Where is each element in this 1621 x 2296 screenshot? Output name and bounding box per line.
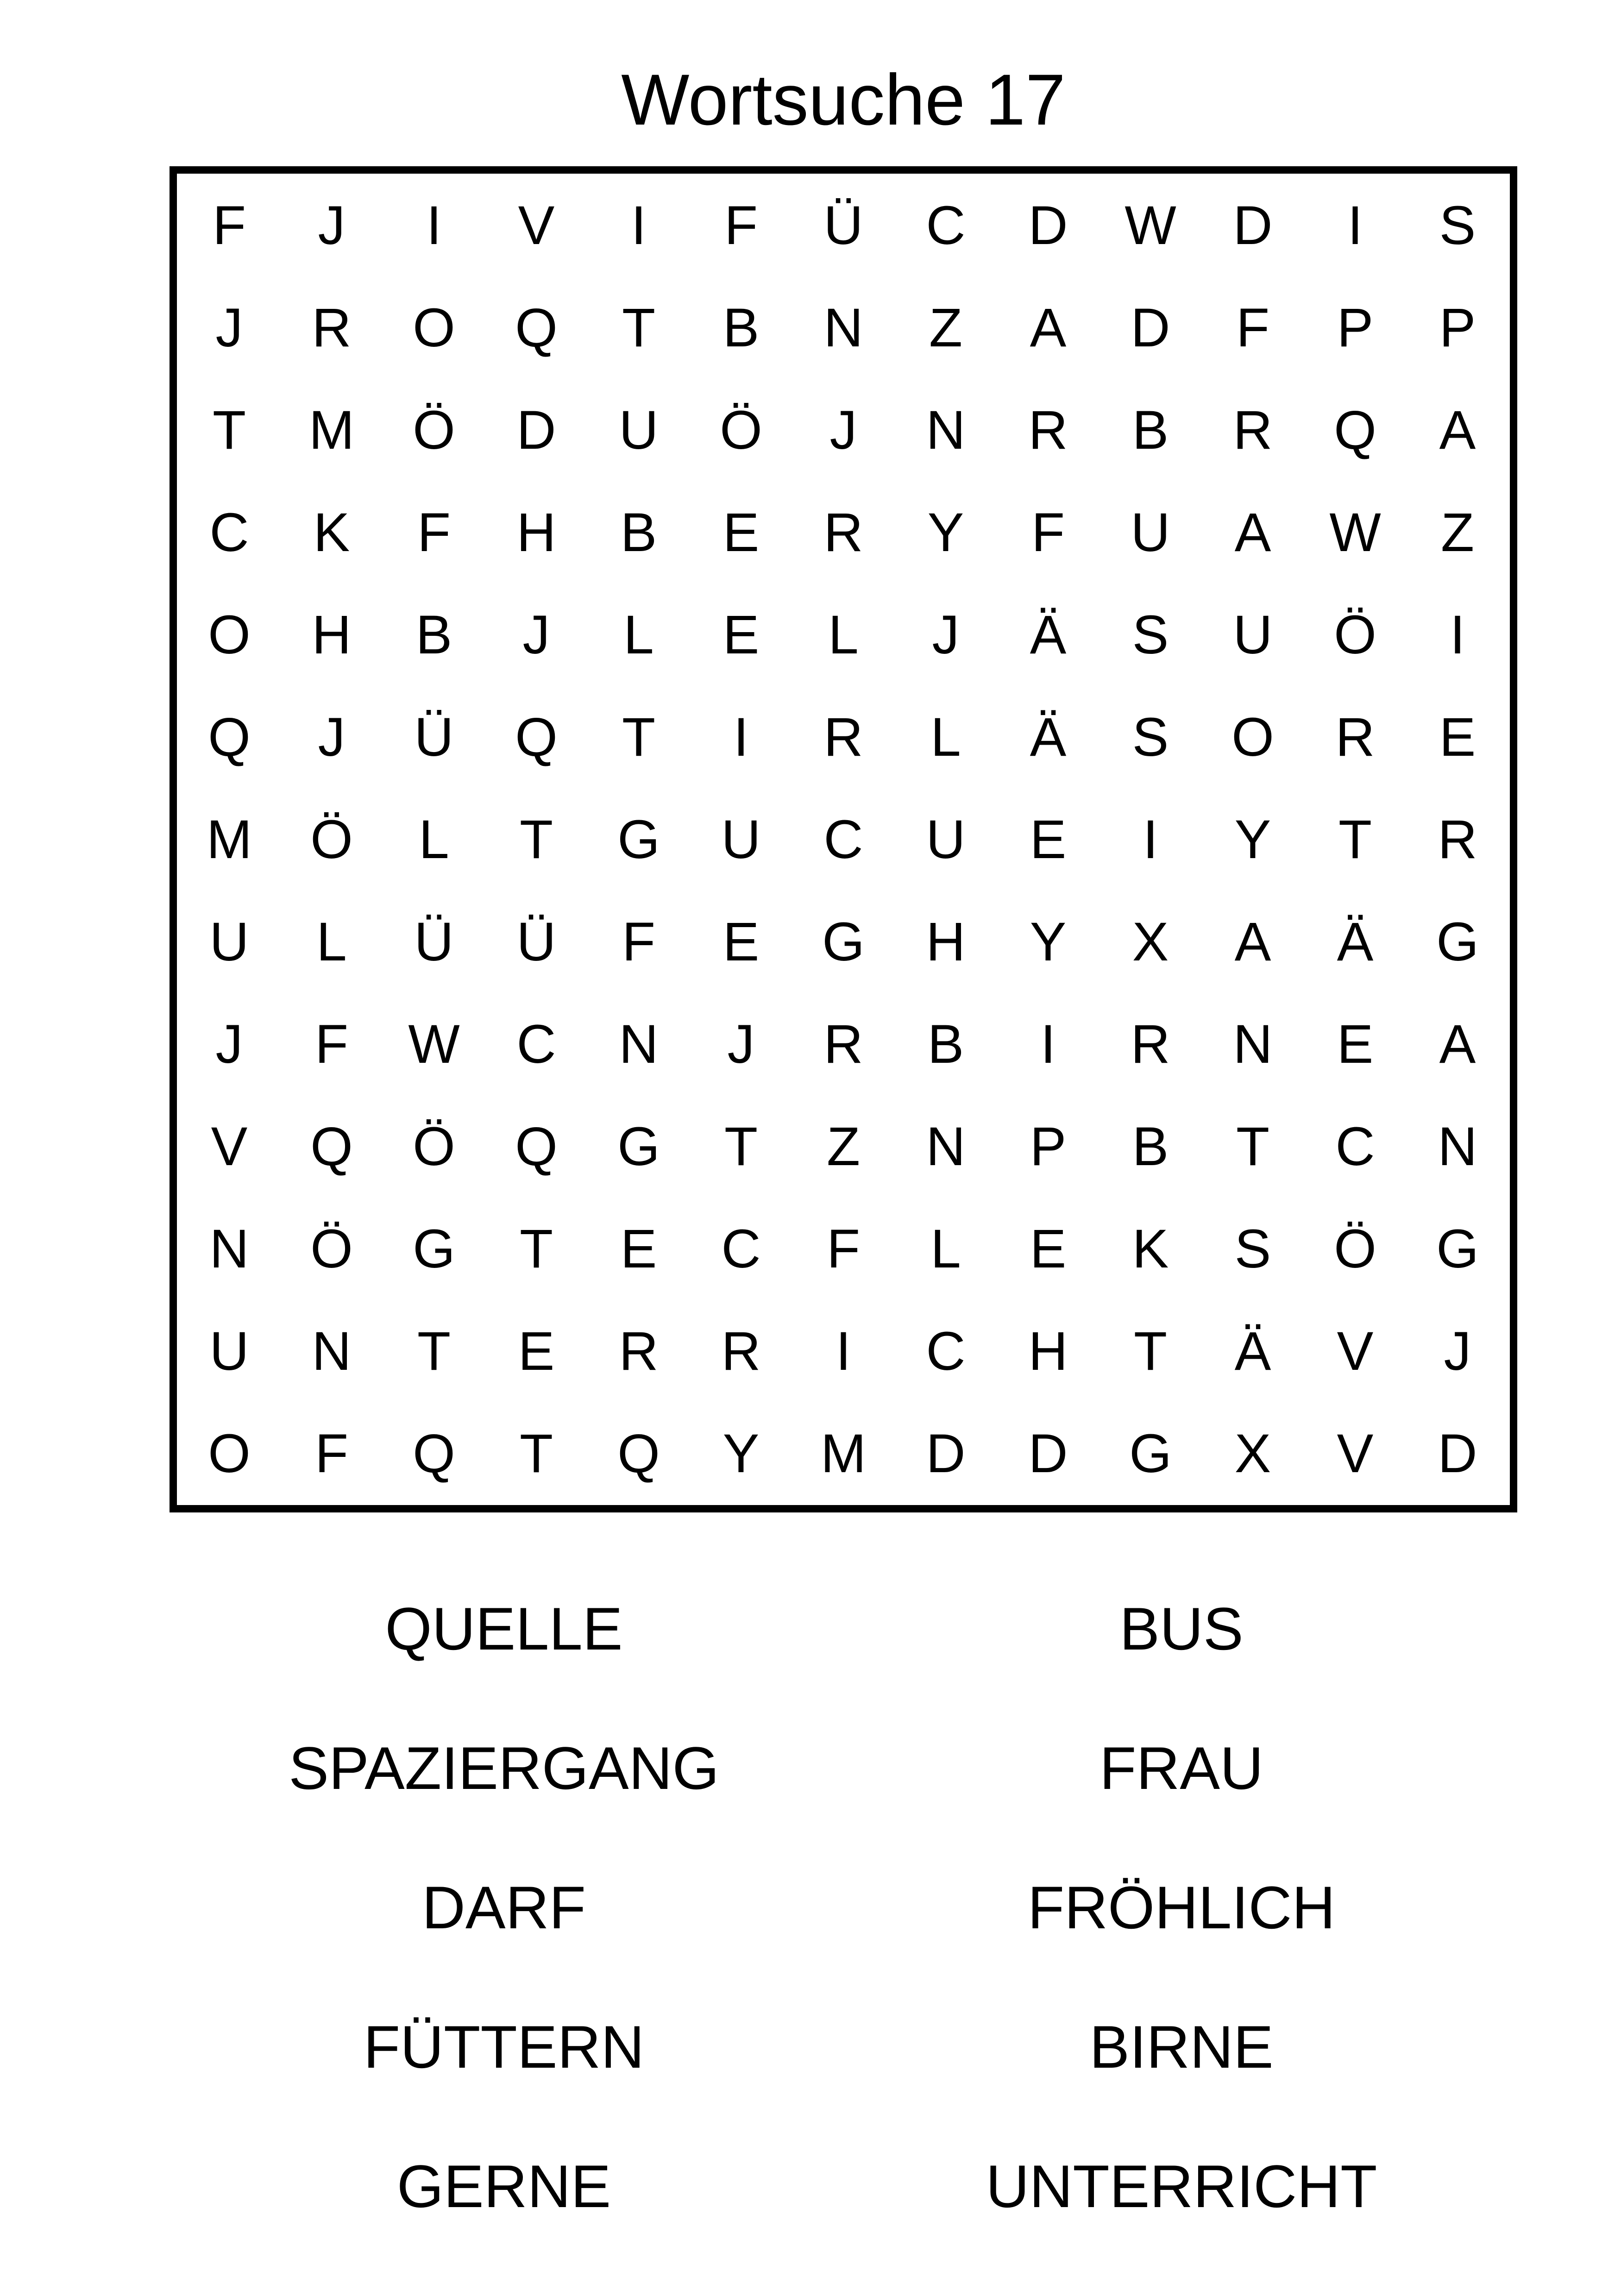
grid-cell: W	[408, 1013, 460, 1075]
grid-cell: E	[723, 604, 760, 665]
word-list-item: QUELLE	[385, 1595, 623, 1662]
grid-cell: D	[1438, 1423, 1477, 1484]
grid-cell: R	[823, 1013, 863, 1075]
grid-cell: Ä	[1030, 604, 1067, 665]
grid-cell: W	[1329, 502, 1381, 563]
grid-cell: N	[926, 399, 966, 461]
grid-cell: L	[419, 809, 449, 870]
grid-cell: F	[826, 1218, 861, 1280]
grid-cell: Q	[1334, 399, 1376, 461]
grid-cell: Y	[1234, 809, 1271, 870]
grid-cell: Ö	[413, 399, 455, 461]
grid-cell: I	[1347, 194, 1363, 256]
grid-cell: F	[314, 1013, 349, 1075]
word-list-item: SPAZIERGANG	[289, 1734, 719, 1802]
grid-cell: I	[733, 706, 749, 768]
word-list-item: BUS	[1119, 1595, 1244, 1662]
grid-cell: C	[516, 1013, 556, 1075]
grid-cell: K	[313, 502, 350, 563]
grid-cell: D	[1028, 1423, 1068, 1484]
grid-cell: A	[1439, 399, 1476, 461]
grid-cell: Ä	[1234, 1320, 1271, 1382]
grid-cell: T	[212, 399, 246, 461]
grid-cell: Ö	[310, 1218, 353, 1280]
grid-cell: L	[930, 706, 961, 768]
grid-cell: T	[519, 1423, 553, 1484]
grid-cell: J	[318, 194, 346, 256]
grid-cell: T	[1236, 1116, 1270, 1177]
grid-cell: Ä	[1337, 911, 1374, 972]
grid-cell: Z	[929, 297, 963, 358]
letter-grid	[178, 174, 1509, 1505]
grid-cell: B	[1132, 399, 1169, 461]
grid-cell: S	[1132, 706, 1169, 768]
grid-cell: O	[413, 297, 455, 358]
grid-cell: I	[631, 194, 647, 256]
grid-cell: Ü	[823, 194, 863, 256]
grid-cell: H	[926, 911, 966, 972]
grid-cell: G	[1436, 1218, 1479, 1280]
grid-cell: T	[1338, 809, 1372, 870]
word-list-item: UNTERRICHT	[986, 2152, 1377, 2220]
grid-cell: C	[926, 194, 966, 256]
grid-cell: U	[209, 1320, 249, 1382]
grid-cell: P	[1030, 1116, 1067, 1177]
grid-cell: G	[617, 1116, 660, 1177]
grid-cell: C	[721, 1218, 761, 1280]
word-list-item: FRAU	[1100, 1734, 1263, 1802]
word-list-item: FRÖHLICH	[1027, 1874, 1336, 1941]
grid-cell: J	[522, 604, 550, 665]
grid-cell: F	[724, 194, 758, 256]
grid-cell: W	[1125, 194, 1176, 256]
grid-cell: A	[1234, 502, 1271, 563]
grid-cell: X	[1132, 911, 1169, 972]
grid-cell: J	[829, 399, 857, 461]
grid-cell: Ö	[413, 1116, 455, 1177]
grid-cell: E	[518, 1320, 555, 1382]
grid-cell: Q	[515, 1116, 558, 1177]
grid-cell: R	[823, 502, 863, 563]
grid-cell: D	[1131, 297, 1170, 358]
grid-cell: N	[312, 1320, 352, 1382]
grid-cell: Ü	[414, 706, 454, 768]
grid-cell: H	[312, 604, 352, 665]
grid-cell: T	[622, 706, 656, 768]
grid-cell: G	[617, 809, 660, 870]
grid-cell: B	[415, 604, 452, 665]
grid-cell: N	[1233, 1013, 1273, 1075]
grid-cell: U	[619, 399, 659, 461]
grid-cell: P	[1337, 297, 1374, 358]
grid-cell: Z	[1440, 502, 1475, 563]
word-list-item: BIRNE	[1089, 2013, 1274, 2081]
grid-cell: R	[1438, 809, 1477, 870]
grid-cell: R	[1335, 706, 1375, 768]
grid-cell: U	[721, 809, 761, 870]
page-title: Wortsuche 17	[621, 60, 1066, 140]
word-list-right	[936, 1559, 1427, 2256]
grid-cell: N	[823, 297, 863, 358]
grid-cell: Ö	[1334, 1218, 1376, 1280]
grid-cell: E	[1030, 809, 1067, 870]
grid-cell: E	[723, 911, 760, 972]
grid-cell: H	[1028, 1320, 1068, 1382]
grid-cell: P	[1439, 297, 1476, 358]
grid-cell: Ö	[720, 399, 762, 461]
grid-cell: J	[215, 1013, 243, 1075]
grid-cell: Y	[1030, 911, 1067, 972]
grid-cell: L	[316, 911, 347, 972]
grid-cell: B	[927, 1013, 964, 1075]
grid-cell: A	[1030, 297, 1067, 358]
grid-cell: Ü	[414, 911, 454, 972]
grid-cell: F	[1031, 502, 1065, 563]
word-search-grid-box	[170, 166, 1517, 1512]
grid-cell: C	[823, 809, 863, 870]
grid-cell: L	[828, 604, 859, 665]
grid-cell: R	[721, 1320, 761, 1382]
grid-cell: B	[1132, 1116, 1169, 1177]
grid-cell: Q	[515, 706, 558, 768]
grid-cell: Z	[826, 1116, 861, 1177]
grid-cell: Ö	[310, 809, 353, 870]
grid-cell: O	[208, 1423, 251, 1484]
grid-cell: J	[1444, 1320, 1471, 1382]
grid-cell: M	[308, 399, 355, 461]
grid-cell: S	[1234, 1218, 1271, 1280]
grid-cell: Q	[413, 1423, 455, 1484]
word-list-item: DARF	[422, 1874, 586, 1941]
grid-cell: C	[209, 502, 249, 563]
grid-cell: V	[518, 194, 555, 256]
grid-cell: F	[417, 502, 451, 563]
grid-cell: C	[1335, 1116, 1375, 1177]
grid-cell: E	[723, 502, 760, 563]
grid-cell: J	[932, 604, 960, 665]
grid-cell: X	[1234, 1423, 1271, 1484]
grid-cell: M	[206, 809, 252, 870]
grid-cell: C	[926, 1320, 966, 1382]
grid-cell: Ö	[1334, 604, 1376, 665]
grid-cell: Y	[927, 502, 964, 563]
grid-cell: J	[727, 1013, 755, 1075]
grid-cell: J	[318, 706, 346, 768]
grid-cell: Q	[515, 297, 558, 358]
grid-cell: Q	[310, 1116, 353, 1177]
grid-cell: J	[215, 297, 243, 358]
grid-cell: Y	[723, 1423, 760, 1484]
grid-cell: E	[1337, 1013, 1374, 1075]
grid-cell: H	[516, 502, 556, 563]
grid-cell: O	[208, 604, 251, 665]
word-list-item: GERNE	[396, 2152, 611, 2220]
grid-cell: D	[926, 1423, 966, 1484]
grid-cell: T	[724, 1116, 758, 1177]
grid-cell: B	[620, 502, 657, 563]
grid-cell: L	[930, 1218, 961, 1280]
grid-cell: N	[926, 1116, 966, 1177]
grid-cell: F	[1236, 297, 1270, 358]
grid-cell: I	[836, 1320, 851, 1382]
grid-cell: I	[1450, 604, 1465, 665]
grid-cell: S	[1132, 604, 1169, 665]
grid-cell: R	[312, 297, 352, 358]
grid-cell: G	[1436, 911, 1479, 972]
grid-cell: Ä	[1030, 706, 1067, 768]
grid-cell: E	[1030, 1218, 1067, 1280]
grid-cell: D	[1028, 194, 1068, 256]
grid-cell: B	[723, 297, 760, 358]
grid-cell: A	[1234, 911, 1271, 972]
grid-cell: T	[519, 809, 553, 870]
grid-cell: I	[1143, 809, 1158, 870]
grid-cell: V	[1337, 1320, 1374, 1382]
grid-cell: R	[1131, 1013, 1170, 1075]
grid-cell: R	[823, 706, 863, 768]
grid-cell: K	[1132, 1218, 1169, 1280]
grid-cell: F	[314, 1423, 349, 1484]
grid-cell: N	[1438, 1116, 1477, 1177]
grid-cell: V	[1337, 1423, 1374, 1484]
grid-cell: F	[622, 911, 656, 972]
grid-cell: N	[619, 1013, 659, 1075]
grid-cell: G	[1129, 1423, 1172, 1484]
grid-cell: O	[1231, 706, 1274, 768]
grid-cell: Q	[617, 1423, 660, 1484]
grid-cell: D	[516, 399, 556, 461]
grid-cell: F	[212, 194, 246, 256]
grid-cell: R	[1028, 399, 1068, 461]
grid-cell: U	[209, 911, 249, 972]
grid-cell: G	[413, 1218, 455, 1280]
grid-cell: T	[1133, 1320, 1168, 1382]
grid-cell: D	[1233, 194, 1273, 256]
grid-cell: U	[1131, 502, 1170, 563]
grid-cell: R	[1233, 399, 1273, 461]
grid-cell: T	[622, 297, 656, 358]
word-list-item: FÜTTERN	[363, 2013, 645, 2081]
word-list-left	[258, 1559, 749, 2256]
grid-cell: M	[820, 1423, 867, 1484]
grid-cell: Q	[208, 706, 251, 768]
grid-cell: S	[1439, 194, 1476, 256]
grid-cell: N	[209, 1218, 249, 1280]
grid-cell: Ü	[516, 911, 556, 972]
grid-cell: A	[1439, 1013, 1476, 1075]
grid-cell: G	[822, 911, 865, 972]
grid-cell: V	[211, 1116, 248, 1177]
grid-cell: U	[1233, 604, 1273, 665]
grid-cell: T	[417, 1320, 451, 1382]
grid-cell: E	[620, 1218, 657, 1280]
grid-cell: T	[519, 1218, 553, 1280]
grid-cell: I	[426, 194, 442, 256]
grid-cell: U	[926, 809, 966, 870]
grid-cell: I	[1040, 1013, 1056, 1075]
grid-cell: R	[619, 1320, 659, 1382]
grid-cell: L	[623, 604, 654, 665]
grid-cell: E	[1439, 706, 1476, 768]
